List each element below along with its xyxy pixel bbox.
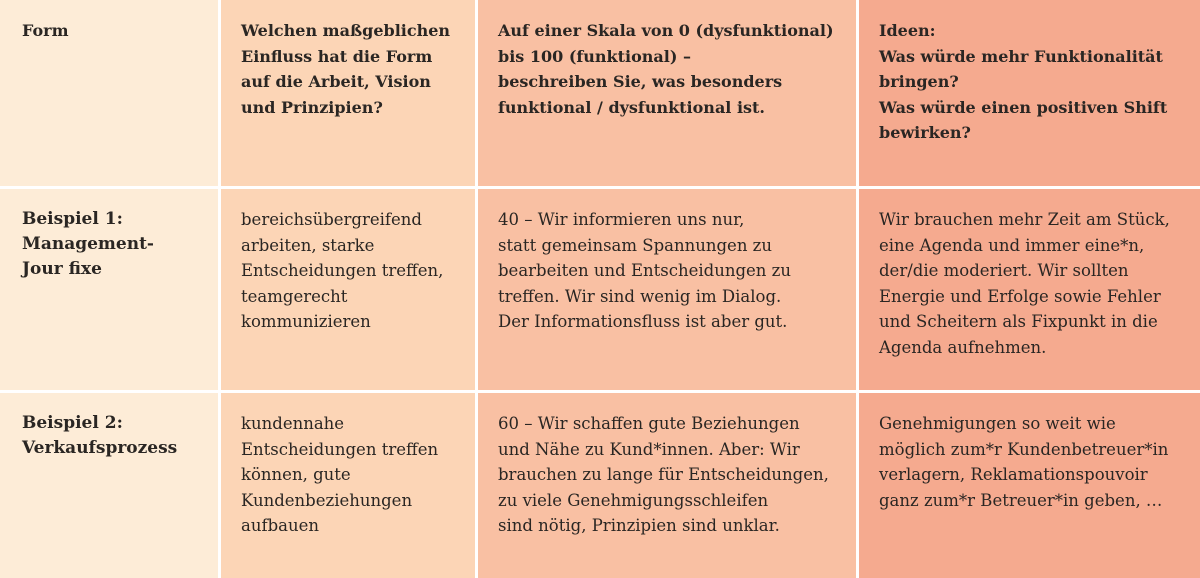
row-label-example-1: Beispiel 1: Management- Jour fixe (0, 189, 218, 390)
header-scale: Auf einer Skala von 0 (dysfunktional) bis 100 (funktional) – beschreiben Sie, was besonders funktional / dysfunktional ist. (478, 0, 856, 186)
header-ideas: Ideen: Was würde mehr Funktionalität bringen? Was würde einen positiven Shift bewirken? (859, 0, 1200, 186)
row-1-influence: bereichsübergreifend arbeiten, starke Entscheidungen treffen, teamgerecht kommunizieren (221, 189, 475, 390)
row-2-influence: kundennahe Entscheidungen treffen können, gute Kundenbeziehungen aufbauen (221, 393, 475, 578)
header-influence: Welchen maßgeblichen Einfluss hat die Form auf die Arbeit, Vision und Prinzipien? (221, 0, 475, 186)
row-1-scale: 40 – Wir informieren uns nur, statt gemeinsam Spannungen zu bearbeiten und Entscheidungen zu treffen. Wir sind wenig im Dialog. Der Informationsfluss ist aber gut. (478, 189, 856, 390)
header-form: Form (0, 0, 218, 186)
row-1-ideas: Wir brauchen mehr Zeit am Stück, eine Agenda und immer eine*n, der/die moderiert. Wir sollten Energie und Erfolge sowie Fehler und Scheitern als Fixpunkt in die Agenda aufnehmen. (859, 189, 1200, 390)
row-2-scale: 60 – Wir schaffen gute Beziehungen und Nähe zu Kund*innen. Aber: Wir brauchen zu lange für Entscheidungen, zu viele Genehmigungsschleifen sind nötig, Prinzipien sind unklar. (478, 393, 856, 578)
row-label-example-2: Beispiel 2: Verkaufsprozess (0, 393, 218, 578)
row-2-ideas: Genehmigungen so weit wie möglich zum*r Kundenbetreuer*in verlagern, Reklamationspouvoir ganz zum*r Betreuer*in geben, … (859, 393, 1200, 578)
